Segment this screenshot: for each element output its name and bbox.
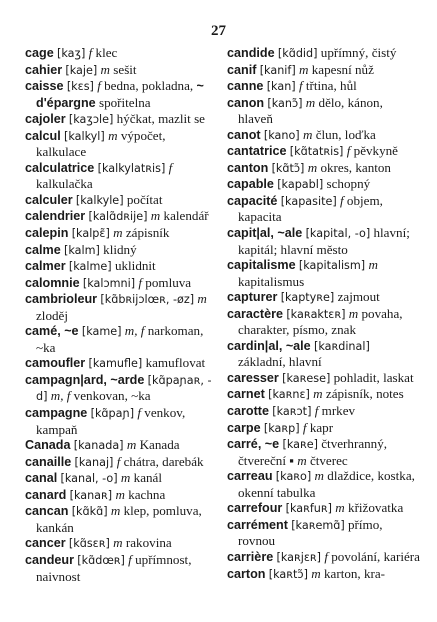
- entry-grammar: m: [348, 305, 359, 321]
- entry-pronunciation: [kapasite]: [280, 194, 337, 208]
- dictionary-entry: [25, 437, 218, 454]
- dictionary-entry: [227, 468, 420, 500]
- entry-pronunciation: [kalkyle]: [75, 193, 124, 207]
- dictionary-entry: [227, 62, 420, 79]
- entry-pronunciation: [kɑ̃tɔ̃]: [271, 161, 305, 175]
- entry-grammar: m: [298, 61, 309, 77]
- entry-headword: carton: [227, 566, 266, 581]
- entry-definition: člun, loďka: [315, 126, 376, 142]
- dictionary-entry: [25, 323, 218, 355]
- entry-pronunciation: [kɑ̃kɑ̃]: [71, 505, 108, 519]
- dictionary-entry: [227, 95, 420, 127]
- entry-definition: kalkulačka: [36, 176, 93, 192]
- entry-headword: calepin: [25, 226, 69, 241]
- dictionary-entry: [227, 127, 420, 144]
- dictionary-entry: [227, 78, 420, 95]
- entry-pronunciation: [kapitalism]: [298, 259, 366, 273]
- dictionary-entry: [25, 258, 218, 275]
- entry-grammar: f: [137, 405, 141, 421]
- dictionary-entry: [227, 370, 420, 387]
- entry-definition: mrkev: [321, 403, 356, 419]
- entry-pronunciation: [kaʀo]: [275, 470, 312, 484]
- dictionary-entry: [25, 208, 218, 225]
- dictionary-entry: [25, 160, 218, 192]
- entry-headword: carré, ~e: [227, 437, 280, 452]
- entry-pronunciation: [kano]: [263, 128, 300, 142]
- entry-definition: zloděj: [36, 307, 68, 323]
- entry-pronunciation: [kaʀnɛ]: [268, 388, 310, 402]
- entry-pronunciation: [kanaj]: [74, 455, 114, 469]
- entry-headword: canne: [227, 79, 264, 94]
- dictionary-entry: [227, 45, 420, 62]
- entry-subheadword: ~ d'épargne: [36, 79, 204, 110]
- entry-headword: camé, ~e: [25, 324, 79, 339]
- entry-headword: capturer: [227, 290, 278, 305]
- entry-definition: klidný: [103, 241, 137, 257]
- entry-headword: canon: [227, 95, 265, 110]
- entry-definition: povolání, kariéra: [331, 548, 420, 564]
- entry-subdefinition: spořitelna: [98, 94, 151, 110]
- entry-headword: cantatrice: [227, 144, 287, 159]
- entry-headword: carrefour: [227, 501, 283, 516]
- entry-pronunciation: [kanɔ̃]: [267, 96, 303, 110]
- entry-pronunciation: [kaʀɔt]: [272, 405, 312, 419]
- entry-definition: pomluva: [145, 274, 192, 290]
- entry-pronunciation: [kalm]: [64, 243, 100, 257]
- entry-headword: caractère: [227, 306, 284, 321]
- entry-headword: camoufler: [25, 356, 86, 371]
- entry-pronunciation: [kame]: [81, 325, 122, 339]
- entry-definition: čtverhranný, čtvereční ▪: [238, 436, 388, 468]
- entry-grammar: m: [307, 159, 318, 175]
- entry-definition: kamuflovat: [145, 355, 206, 371]
- dictionary-entry: [25, 503, 218, 535]
- entry-pronunciation: [kalkyl]: [63, 129, 105, 143]
- dictionary-entry: [227, 566, 420, 583]
- entry-pronunciation: [kaʀe]: [282, 438, 318, 452]
- dictionary-entry: [25, 535, 218, 552]
- entry-definition: zajmout: [337, 289, 380, 305]
- dictionary-entry: [25, 487, 218, 504]
- entry-headword: cancan: [25, 504, 69, 519]
- entry-pronunciation: [kalɔmni]: [82, 276, 136, 290]
- dictionary-entry: [227, 176, 420, 193]
- entry-grammar: m: [150, 208, 161, 224]
- entry-grammar: m: [302, 126, 313, 142]
- entry-grammar: f: [97, 78, 101, 94]
- entry-headword: canton: [227, 160, 269, 175]
- dictionary-entry: [25, 225, 218, 242]
- entry-definition: klep, pomluva, kankán: [36, 503, 202, 535]
- dictionary-entry: [227, 517, 420, 549]
- entry-grammar: m: [110, 503, 121, 519]
- entry-grammar: m: [113, 225, 123, 241]
- entry-definition: třtina, hůl: [305, 78, 357, 94]
- entry-pronunciation: [kalpɛ̃]: [71, 227, 110, 241]
- entry-headword: cahier: [25, 62, 63, 77]
- dictionary-entry: [25, 454, 218, 471]
- entry-grammar: m: [311, 565, 321, 581]
- entry-headword: cajoler: [25, 112, 66, 127]
- entry-definition: klec: [95, 45, 118, 60]
- dictionary-entry: [25, 470, 218, 487]
- entry-definition: pěvkyně: [353, 143, 398, 159]
- entry-headword: canal: [25, 471, 58, 486]
- entry-definition: zápisník, notes: [325, 386, 404, 402]
- entry-headword: candide: [227, 46, 275, 60]
- dictionary-entry: [227, 338, 420, 370]
- dictionary-entry: [227, 193, 420, 225]
- entry-grammar: f: [116, 453, 121, 469]
- dictionary-entry: [227, 386, 420, 403]
- entry-headword: canard: [25, 487, 67, 502]
- dictionary-entry: [25, 62, 218, 79]
- entry-pronunciation: [kapital, -o]: [305, 227, 371, 241]
- entry-headword: capit|al, ~ale: [227, 226, 303, 241]
- entry-grammar: m: [314, 468, 325, 484]
- entry-grammar: f: [314, 403, 319, 419]
- entry-grammar: m, f: [124, 323, 145, 339]
- entry-pronunciation: [kaʀdinal]: [313, 339, 370, 353]
- entry-headword: calculatrice: [25, 160, 95, 175]
- entry-grammar: m: [113, 535, 123, 551]
- entry-definition: dlaždice, kostka, okenní tabulka: [238, 468, 415, 500]
- entry-pronunciation: [kɑ̃paɲaʀ, -d]: [36, 373, 212, 404]
- dictionary-entry: [25, 552, 218, 584]
- entry-pronunciation: [kaʀfuʀ]: [285, 502, 332, 516]
- entry-headword: calomnie: [25, 275, 80, 290]
- entry-headword: capable: [227, 177, 274, 192]
- entry-grammar: m: [335, 500, 345, 516]
- entry-grammar: f: [346, 143, 351, 159]
- entry-definition: kapr: [309, 419, 334, 435]
- entry-headword: caresser: [227, 370, 279, 385]
- entry-definition: přímo, rovnou: [238, 516, 383, 549]
- entry-headword: canot: [227, 127, 261, 142]
- entry-headword: cage: [25, 46, 54, 60]
- entry-pronunciation: [kaʀp]: [263, 421, 300, 435]
- entry-grammar: f: [340, 192, 344, 208]
- entry-headword: campagn|ard, ~arde: [25, 372, 145, 387]
- entry-headword: calendrier: [25, 209, 86, 224]
- dictionary-entry: [227, 549, 420, 566]
- entry-definition: dělo, kánon, hlaveň: [238, 94, 383, 127]
- dictionary-entry: [227, 500, 420, 517]
- entry-definition: pohladit, laskat: [333, 369, 414, 385]
- entry-headword: candeur: [25, 552, 74, 567]
- left-column: [25, 45, 218, 584]
- entry-headword: capacité: [227, 193, 278, 208]
- entry-headword: carrière: [227, 549, 274, 564]
- dictionary-entry: [25, 111, 218, 128]
- entry-headword: carreau: [227, 469, 273, 484]
- dictionary-entry: [227, 436, 420, 468]
- entry-definition: sešit: [113, 61, 137, 77]
- entry-pronunciation: [kapabl]: [277, 178, 324, 192]
- entry-headword: cancer: [25, 536, 66, 551]
- dictionary-entry: [25, 192, 218, 209]
- entry-headword: calme: [25, 242, 61, 257]
- entry-headword: canif: [227, 62, 257, 77]
- entry-pronunciation: [kalme]: [68, 260, 112, 274]
- entry-pronunciation: [kɛs]: [66, 80, 94, 94]
- entry-definition: karton, kra-: [323, 565, 386, 581]
- entry-definition: zápisník: [125, 225, 170, 241]
- entry-definition: kachna: [128, 486, 166, 502]
- entry-definition: rakovina: [125, 535, 172, 551]
- dictionary-entry: [227, 289, 420, 306]
- entry-grammar: f: [88, 45, 93, 60]
- entry-pronunciation: [kaptyʀe]: [280, 291, 335, 305]
- entry-pronunciation: [kaʀjɛʀ]: [276, 550, 322, 564]
- entry-headword: Canada: [25, 438, 71, 453]
- entry-definition: venkovan, ~ka: [73, 388, 151, 404]
- entry-pronunciation: [kɑ̃dœʀ]: [77, 553, 125, 567]
- entry-definition: schopný: [326, 176, 371, 192]
- entry-pronunciation: [kalkylatʀis]: [97, 161, 166, 175]
- entry-definition: povaha, charakter, písmo, znak: [238, 305, 403, 338]
- entry-grammar: m, f: [50, 388, 71, 404]
- entry-definition: kalendář: [163, 208, 209, 224]
- entry-headword: caisse: [25, 79, 64, 94]
- entry-definition: základní, hlavní: [238, 354, 322, 370]
- dictionary-entry: [227, 225, 420, 257]
- entry-grammar: f: [138, 274, 143, 290]
- entry-definition: křižovatka: [348, 500, 404, 516]
- entry-grammar: f: [128, 551, 132, 567]
- dictionary-entry: [25, 275, 218, 292]
- entry-pronunciation: [kamufle]: [88, 357, 143, 371]
- entry-headword: calculer: [25, 192, 73, 207]
- entry-definition: uklidnit: [114, 258, 156, 274]
- entry-grammar: m: [108, 127, 118, 143]
- dictionary-entry: [25, 242, 218, 259]
- entry-definition: počítat: [126, 191, 163, 207]
- entry-headword: carotte: [227, 404, 269, 419]
- entry-definition: čtverec: [309, 452, 348, 468]
- entry-headword: cardin|al, ~ale: [227, 338, 311, 353]
- entry-headword: carnet: [227, 387, 265, 402]
- entry-pronunciation: [kaʀemɑ̃]: [291, 518, 345, 532]
- entry-grammar: f: [324, 548, 328, 564]
- entry-pronunciation: [kanal, -o]: [60, 472, 118, 486]
- entry-definition: hlavní; kapitál; hlavní město: [238, 225, 410, 257]
- entry-definition: kapesní nůž: [311, 61, 374, 77]
- entry-definition: upřímnost, naivnost: [36, 551, 192, 584]
- entry-grammar: m: [197, 291, 207, 307]
- entry-pronunciation: [kɑ̃paɲ]: [90, 407, 135, 421]
- entry-grammar: f: [298, 78, 303, 94]
- entry-grammar: m: [313, 386, 323, 402]
- entry-pronunciation: [kaʒɔle]: [68, 113, 114, 127]
- dictionary-entry: [25, 291, 218, 323]
- entry-pronunciation: [kaʀese]: [282, 371, 331, 385]
- dictionary-entry: [25, 355, 218, 372]
- entry-grammar: f: [168, 159, 173, 175]
- dictionary-entry: [25, 45, 218, 62]
- entry-definition: objem, kapacita: [238, 192, 383, 225]
- entry-pronunciation: [kɑ̃bʀijɔlœʀ, -øz]: [100, 293, 195, 307]
- entry-grammar: m: [297, 452, 307, 468]
- entry-pronunciation: [kalɑ̃dʀije]: [88, 210, 148, 224]
- entry-headword: campagne: [25, 406, 88, 421]
- entry-pronunciation: [kaʒ]: [57, 47, 86, 60]
- entry-pronunciation: [kanada]: [73, 439, 124, 453]
- dictionary-entry: [227, 160, 420, 177]
- entry-headword: capitalisme: [227, 258, 296, 273]
- dictionary-entry: [227, 403, 420, 420]
- entry-definition: venkov, kampaň: [36, 405, 186, 437]
- entry-pronunciation: [kanif]: [259, 63, 296, 77]
- entry-definition: výpočet, kalkulace: [36, 127, 166, 160]
- entry-pronunciation: [kaʀaktɛʀ]: [286, 307, 346, 321]
- entry-grammar: m: [126, 437, 137, 453]
- entry-definition: Kanada: [139, 437, 180, 453]
- right-column: [227, 45, 420, 582]
- dictionary-entry: [25, 405, 218, 437]
- entry-grammar: m: [120, 470, 131, 486]
- entry-definition: okres, kanton: [320, 159, 391, 175]
- entry-definition: kapitalismus: [238, 273, 305, 289]
- dictionary-entry: [25, 128, 218, 160]
- entry-grammar: m: [368, 257, 378, 273]
- dictionary-entry: [25, 372, 218, 405]
- dictionary-entry: [227, 306, 420, 338]
- entry-definition: bedna, pokladna,: [104, 78, 194, 94]
- dictionary-entry: [227, 257, 420, 289]
- entry-pronunciation: [kɑ̃tatʀis]: [289, 145, 344, 159]
- entry-pronunciation: [kɑ̃sɛʀ]: [68, 537, 110, 551]
- dictionary-entry: [25, 78, 218, 111]
- entry-definition: narkoman, ~ka: [36, 323, 204, 355]
- entry-grammar: f: [302, 419, 307, 435]
- entry-headword: carpe: [227, 420, 261, 435]
- entry-pronunciation: [kan]: [266, 80, 296, 94]
- entry-pronunciation: [kaje]: [65, 63, 98, 77]
- entry-grammar: m: [100, 61, 110, 77]
- dictionary-entry: [227, 143, 420, 160]
- entry-headword: calcul: [25, 128, 61, 143]
- entry-definition: chátra, darebák: [123, 453, 204, 469]
- entry-headword: canaille: [25, 454, 72, 469]
- entry-definition: upřímný, čistý: [320, 45, 397, 60]
- entry-grammar: m: [115, 486, 125, 502]
- entry-headword: cambrioleur: [25, 292, 98, 307]
- page-number: 27: [211, 23, 226, 39]
- entry-definition: hýčkat, mazlit se: [116, 111, 205, 127]
- entry-definition: kanál: [133, 470, 163, 486]
- entry-pronunciation: [kaʀtɔ̃]: [268, 567, 308, 581]
- entry-pronunciation: [kanaʀ]: [69, 488, 113, 502]
- entry-headword: carrément: [227, 517, 288, 532]
- entry-pronunciation: [kɑ̃did]: [277, 47, 318, 60]
- entry-headword: calmer: [25, 259, 66, 274]
- entry-grammar: m: [305, 94, 316, 110]
- dictionary-entry: [227, 420, 420, 437]
